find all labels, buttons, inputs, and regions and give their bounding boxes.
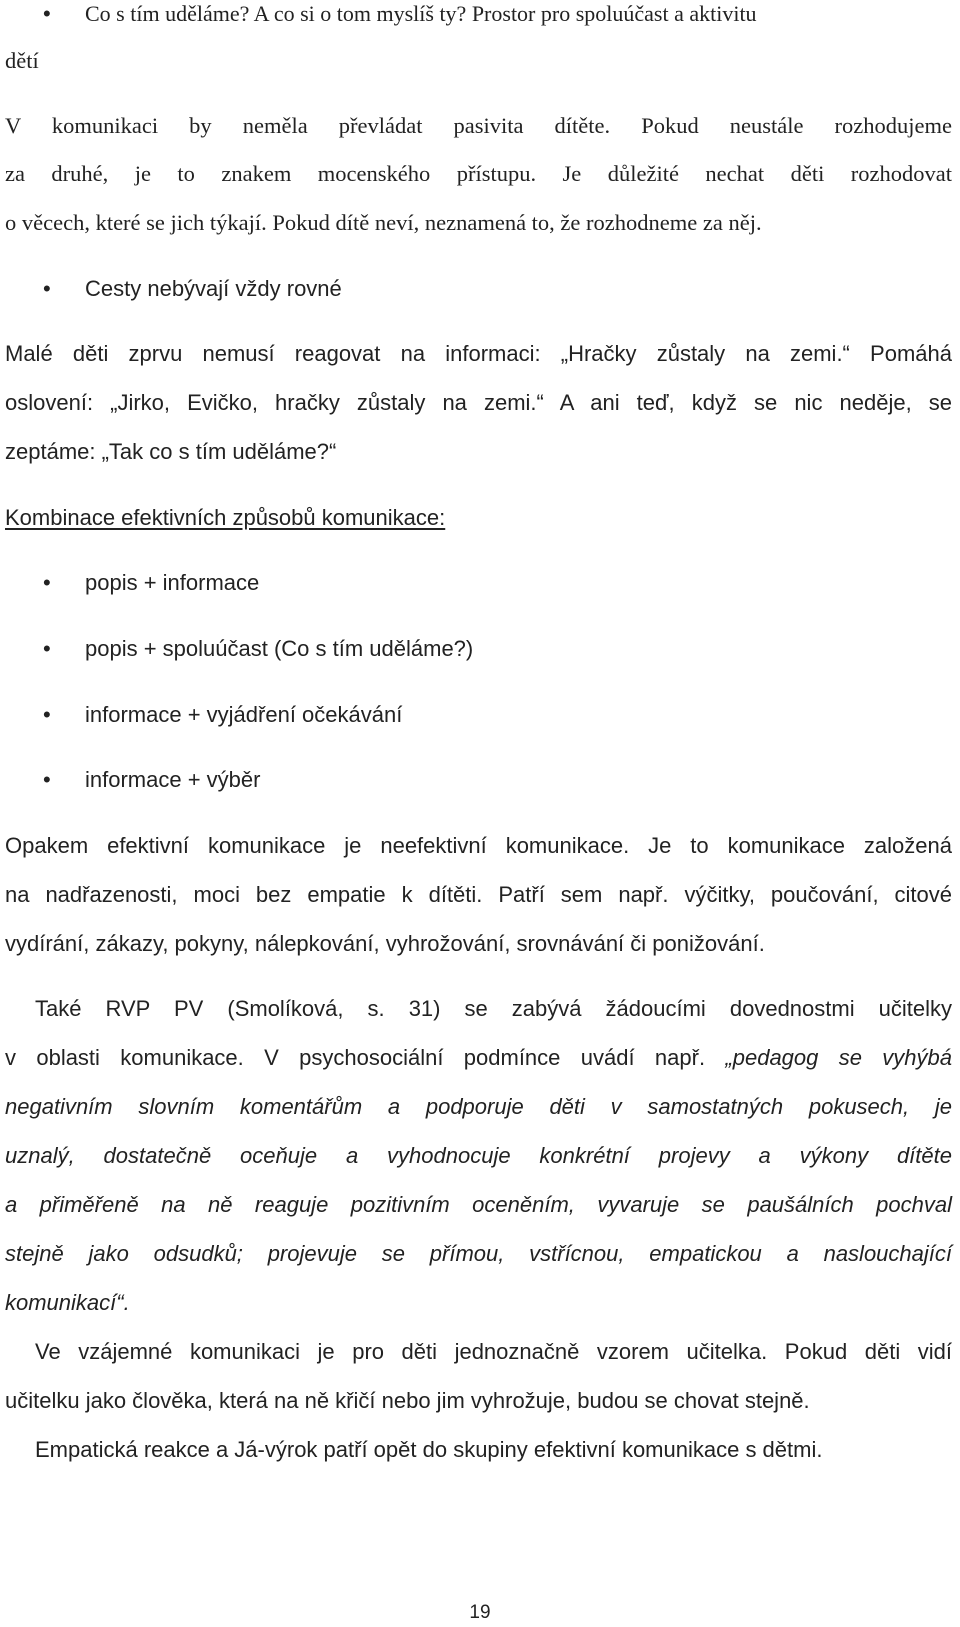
body-line: Také RVP PV (Smolíková, s. 31) se zabývá žádoucími dovednostmi učitelky [35, 996, 952, 1021]
body-line: na nadřazenosti, moci bez empatie k dítěti. Patří sem např. výčitky, poučování, citové [5, 882, 952, 907]
bullet-item-text: Cesty nebývají vždy rovné [85, 276, 342, 301]
bullet-marker: • [43, 276, 51, 301]
body-line: Opakem efektivní komunikace je neefektivní komunikace. Je to komunikace založená [5, 833, 952, 858]
quote-line: negativním slovním komentářům a podporuje děti v samostatných pokusech, je [5, 1094, 952, 1119]
body-line: Ve vzájemné komunikaci je pro děti jednoznačně vzorem učitelka. Pokud děti vidí [35, 1339, 952, 1364]
quote-text: „pedagog se vyhýbá [725, 1045, 953, 1070]
bullet-item-text: informace + výběr [85, 767, 261, 792]
bullet-marker: • [43, 767, 51, 792]
body-line: vydírání, zákazy, pokyny, nálepkování, vyhrožování, srovnávání či ponižování. [5, 931, 765, 956]
quote-line: stejně jako odsudků; projevuje se přímou, vstřícnou, empatickou a naslouchající [5, 1241, 952, 1266]
page-number: 19 [469, 1602, 491, 1623]
body-line: Malé děti zprvu nemusí reagovat na informaci: „Hračky zůstaly na zemi.“ Pomáhá [5, 341, 952, 366]
bullet-marker: • [43, 1, 51, 26]
quote-line: uznalý, dostatečně oceňuje a vyhodnocuje konkrétní projevy a výkony dítěte [5, 1143, 952, 1168]
bullet-item-text: Co s tím uděláme? A co si o tom myslíš ty? Prostor pro spoluúčast a aktivitu [85, 1, 757, 26]
quote-line: komunikací“. [5, 1290, 130, 1315]
body-line: učitelku jako člověka, která na ně křičí nebo jim vyhrožuje, budou se chovat stejně. [5, 1388, 810, 1413]
section-heading: Kombinace efektivních způsobů komunikace: [5, 505, 446, 530]
quote-line: a přiměřeně na ně reaguje pozitivním oceněním, vyvaruje se paušálních pochval [5, 1192, 952, 1217]
bullet-item-text: popis + informace [85, 570, 260, 595]
body-line: Empatická reakce a Já-výrok patří opět do skupiny efektivní komunikace s dětmi. [35, 1437, 823, 1462]
body-line: V komunikaci by neměla převládat pasivita dítěte. Pokud neustále rozhodujeme [5, 113, 952, 138]
bullet-marker: • [43, 636, 51, 661]
bullet-marker: • [43, 570, 51, 595]
bullet-item-text: popis + spoluúčast (Co s tím uděláme?) [85, 636, 474, 661]
body-line: oslovení: „Jirko, Evičko, hračky zůstaly na zemi.“ A ani teď, když se nic neděje, se [5, 390, 952, 415]
body-line: dětí [5, 48, 39, 73]
body-line: za druhé, je to znakem mocenského přístupu. Je důležité nechat děti rozhodovat [5, 161, 952, 186]
body-line: zeptáme: „Tak co s tím uděláme?“ [5, 439, 337, 464]
bullet-marker: • [43, 702, 51, 727]
body-line: o věcech, které se jich týkají. Pokud dítě neví, neznamená to, že rozhodneme za něj. [5, 210, 762, 235]
bullet-item-text: informace + vyjádření očekávání [85, 702, 403, 727]
body-text: v oblasti komunikace. V psychosociální podmínce uvádí např. [5, 1045, 726, 1070]
body-line [5, 1043, 952, 1073]
